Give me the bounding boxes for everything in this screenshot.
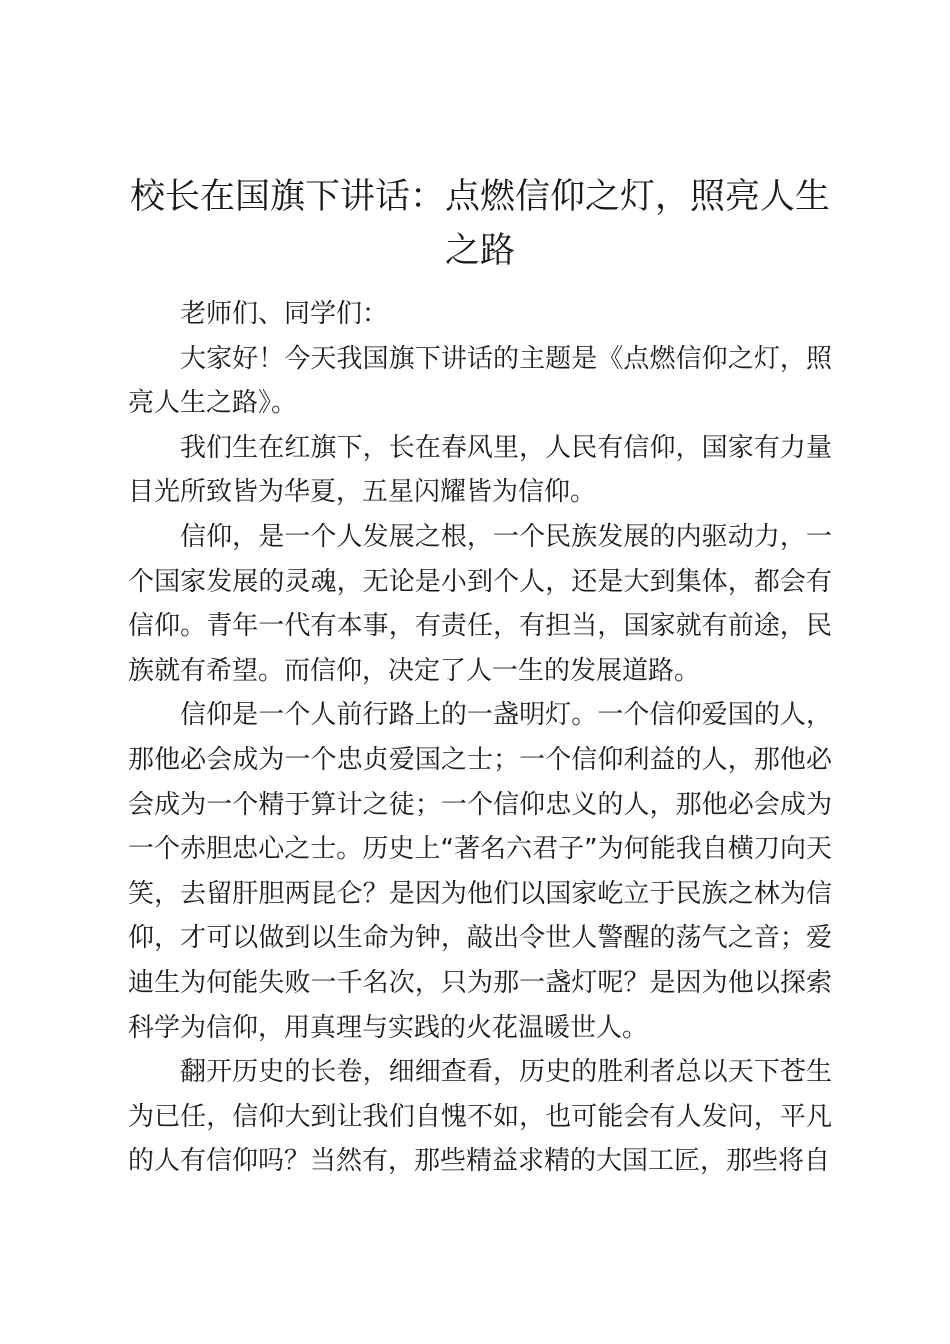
paragraph-greeting: 大家好！今天我国旗下讲话的主题是《点燃信仰之灯，照亮人生之路》。 (128, 343, 832, 419)
paragraph-faith-lamp: 信仰是一个人前行路上的一盏明灯。一个信仰爱国的人，那他必会成为一个忠贞爱国之士；一个信仰利益的人，那他必会成为一个精于算计之徒；一个信仰忠义的人，那他必会成为一个赤胆忠心之士。历史上“著名六君子”为何能我自横刀向天笑，去留肝胆两昆仑？是因为他们以国家屹立于民族之林为信仰，才可以做到以生命为钟，敲出令世人警醒的荡气之音；爱迪生为何能失败一千名次，只为那一盏灯呢？是因为他以探索科学为信仰，用真理与实践的火花温暖世人。 (128, 700, 832, 1043)
document-title: 校长在国旗下讲话：点燃信仰之灯，照亮人生之路 (129, 177, 830, 271)
paragraph-salutation: 老师们、同学们： (180, 299, 389, 329)
paragraph-red-flag: 我们生在红旗下，长在春风里，人民有信仰，国家有力量目光所致皆为华夏，五星闪耀皆为信仰。 (128, 432, 832, 508)
paragraph-faith-root: 信仰，是一个人发展之根，一个民族发展的内驱动力，一个国家发展的灵魂，无论是小到个人，还是大到集体，都会有信仰。青年一代有本事，有责任，有担当，国家就有前途，民族就有希望。而信仰，决定了人一生的发展道路。 (128, 521, 832, 686)
document-page (128, 170, 832, 1184)
paragraph-history: 翻开历史的长卷，细细查看，历史的胜利者总以天下苍生为已任，信仰大到让我们自愧不如，也可能会有人发问，平凡的人有信仰吗？当然有，那些精益求精的大国工匠，那些将自 (128, 1057, 832, 1177)
